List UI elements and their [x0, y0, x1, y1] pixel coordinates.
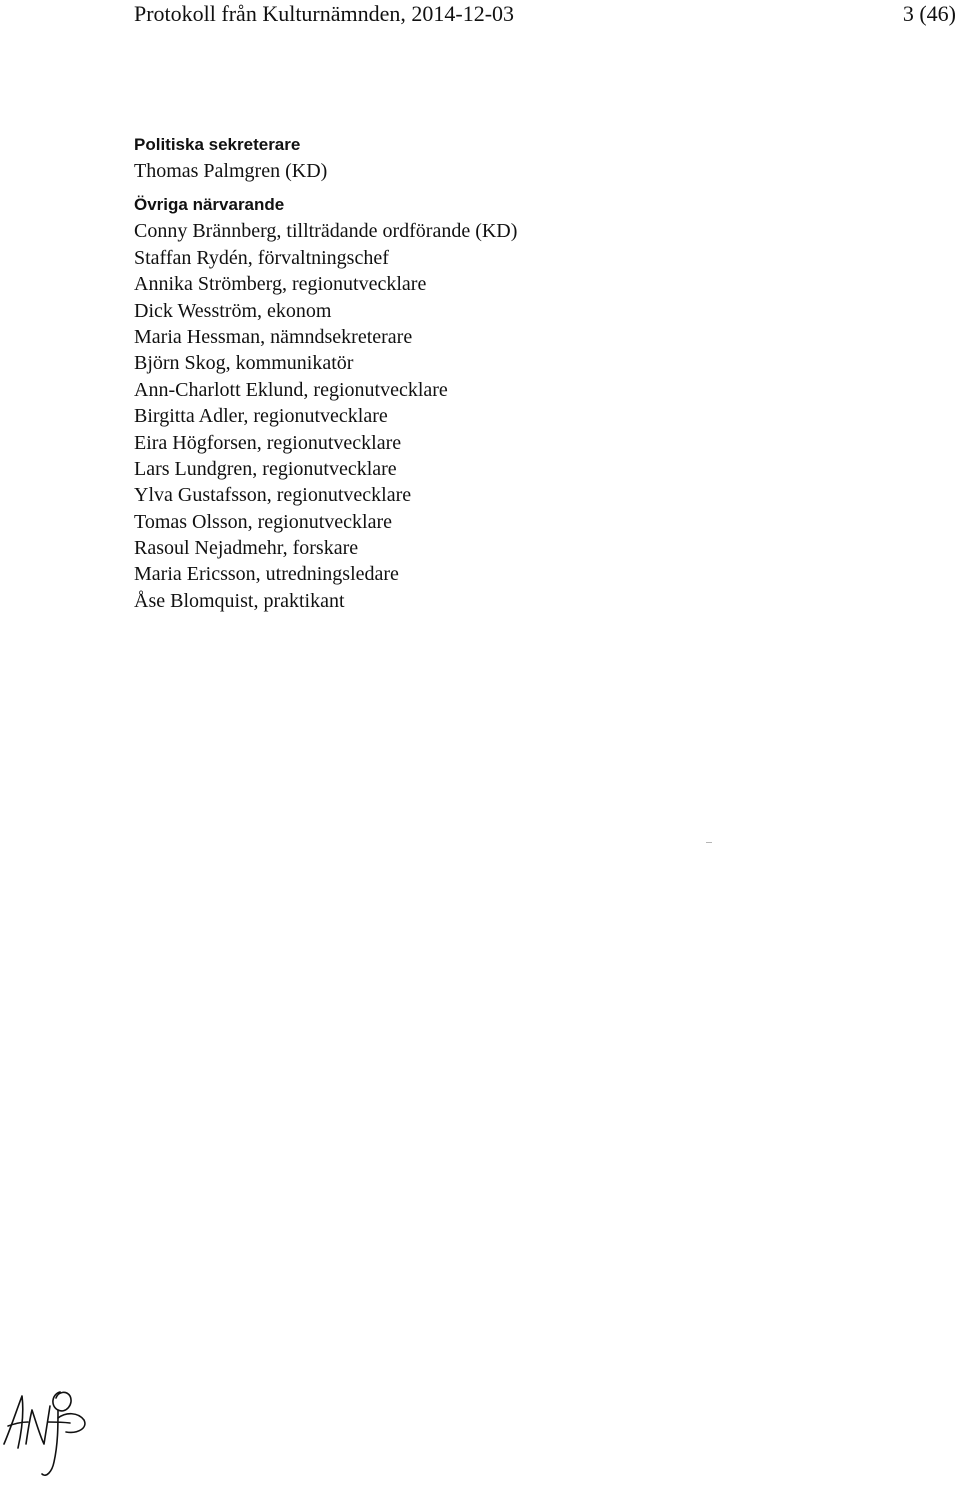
- signature-initials: [0, 1382, 92, 1482]
- attendee-entry: Thomas Palmgren (KD): [134, 160, 328, 182]
- attendance-list: [134, 132, 834, 614]
- attendee-entry: Conny Brännberg, tillträdande ordförande (KD): [134, 220, 518, 243]
- attendee-entry: Lars Lundgren, regionutvecklare: [134, 457, 397, 480]
- section-heading: Politiska sekreterare: [134, 135, 301, 154]
- attendee-entry: Tomas Olsson, regionutvecklare: [134, 510, 392, 533]
- attendee-entry: Ann-Charlott Eklund, regionutvecklare: [134, 378, 448, 401]
- scan-artifact: [706, 842, 712, 843]
- document-title: Protokoll från Kulturnämnden, 2014-12-03: [134, 1, 515, 26]
- section-ovriga-narvarande: [134, 192, 834, 614]
- section-politiska-sekreterare: [134, 132, 834, 184]
- attendee-entry: Eira Högforsen, regionutvecklare: [134, 431, 402, 454]
- attendee-entry: Dick Wesström, ekonom: [134, 299, 332, 322]
- attendee-entry: Maria Ericsson, utredningsledare: [134, 563, 399, 586]
- page-header: [0, 0, 960, 30]
- section-heading: Övriga närvarande: [134, 195, 285, 215]
- attendee-entry: Ylva Gustafsson, regionutvecklare: [134, 484, 412, 507]
- attendee-entry: Birgitta Adler, regionutvecklare: [134, 405, 388, 428]
- attendee-entry: Åse Blomquist, praktikant: [134, 589, 345, 612]
- attendee-entry: Annika Strömberg, regionutvecklare: [134, 273, 427, 296]
- attendee-entry: Björn Skog, kommunikatör: [134, 352, 354, 375]
- attendee-entry: Rasoul Nejadmehr, forskare: [134, 537, 359, 560]
- page-number: 3 (46): [902, 1, 956, 26]
- attendee-entry: Staffan Rydén, förvaltningschef: [134, 246, 389, 269]
- attendee-entry: Maria Hessman, nämndsekreterare: [134, 325, 413, 348]
